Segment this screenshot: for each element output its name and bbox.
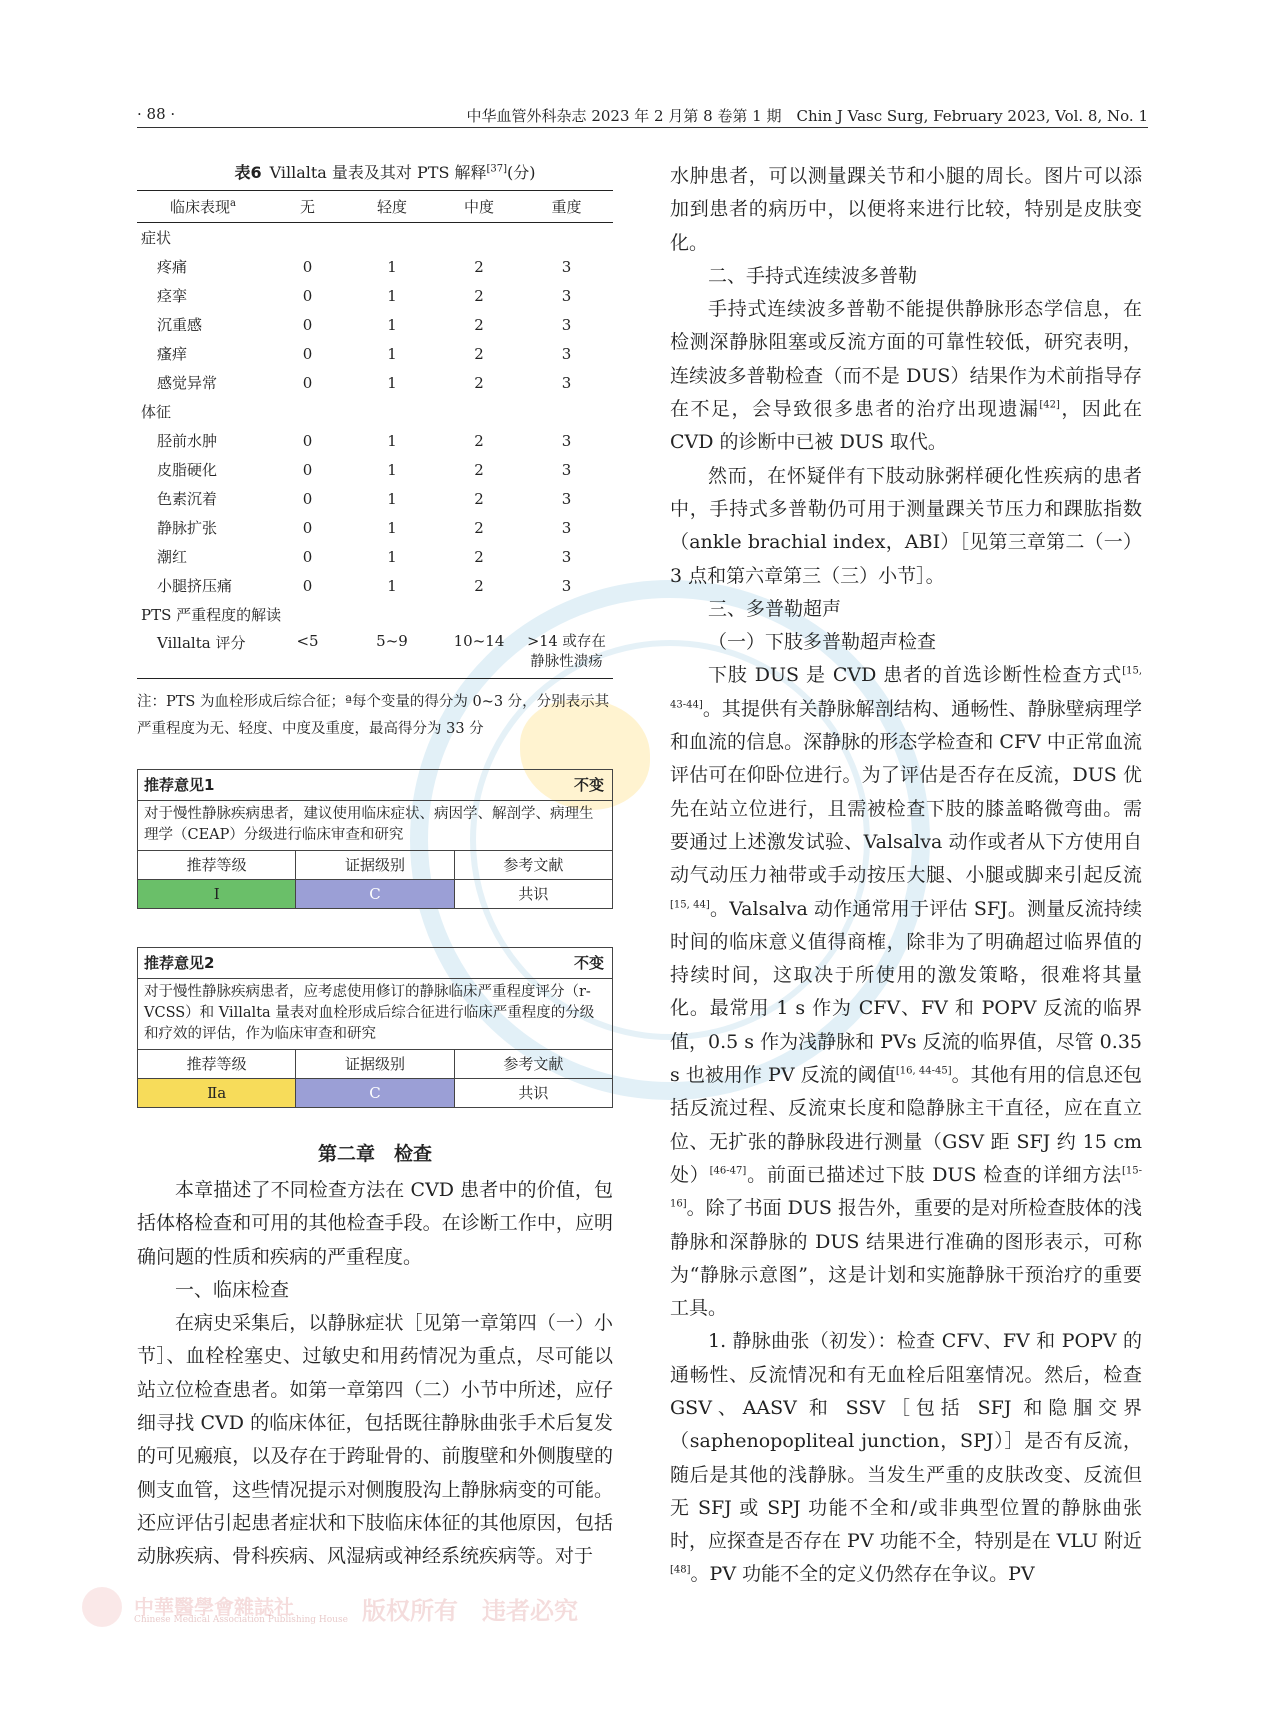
- citation: [46-47]: [709, 1165, 747, 1177]
- score-cell: 3: [561, 518, 572, 537]
- publisher-name: 中華醫學會雜誌社: [134, 1595, 294, 1619]
- citation: [42]: [1039, 399, 1060, 411]
- refs-cell: 共识: [518, 1084, 549, 1102]
- score-cell: 10~14: [438, 629, 520, 679]
- table-unit: (分): [507, 163, 536, 182]
- score-cell: 2: [474, 373, 484, 392]
- evidence-header: 证据级别: [296, 1050, 454, 1078]
- score-cell: 3: [561, 257, 572, 276]
- score-cell: 1: [387, 257, 397, 276]
- paragraph: 在病史采集后，以静脉症状［见第一章第四（一）小节］、血栓栓塞史、过敏史和用药情况为重点，尽可能以站立位检查患者。如第一章第四（二）小节中所述，应仔细寻找 CVD 的临床体征，包括既往静脉曲张手术后复发的可见瘢痕，以及存在于跨耻骨的、前腹壁和外侧腹壁的侧支血管，这些情况提示对侧腹股沟上静脉病变的可能。还应评估引起患者症状和下肢临床体征的其他原因，包括动脉疾病、骨科疾病、风湿病或神经系统疾病等。对于: [137, 1312, 613, 1568]
- score-cell: 2: [474, 286, 484, 305]
- row-label: 静脉扩张: [157, 519, 218, 537]
- table-caption: [157, 160, 613, 186]
- score-cell: 2: [474, 460, 484, 479]
- score-cell: 2: [474, 431, 484, 450]
- table-row: [137, 571, 613, 600]
- table-row: [137, 368, 613, 397]
- grade-cell: Ⅱa: [138, 1079, 296, 1107]
- score-cell: 1: [387, 460, 397, 479]
- table-row: [137, 542, 613, 571]
- score-cell: 0: [302, 431, 313, 450]
- score-cell: 2: [474, 315, 484, 334]
- table-row: [137, 484, 613, 513]
- score-cell: 0: [302, 518, 313, 537]
- refs-cell: 共识: [518, 885, 549, 903]
- score-cell: 2: [474, 518, 484, 537]
- recommendation-1: [137, 769, 613, 909]
- paragraph: 1. 静脉曲张（初发）：检查 CFV、FV 和 POPV 的通畅性、反流情况和有无血栓后阻塞情况。然后，检查 GSV、AASV 和 SSV［包括 SFJ 和隐腘交界（saphenopopliteal junction，SPJ）］是否有反流，随后是其他的浅静脉。当发生严重的皮肤改变、反流但无 SFJ 或 SPJ 功能不全和/或非典型位置的静脉曲张时，应探查是否存在 PV 功能不全，特别是在 VLU 附近[48]。PV 功能不全的定义仍然存在争议。PV: [670, 1330, 1142, 1586]
- score-cell: 0: [302, 315, 313, 334]
- rec-text: 对于慢性静脉疾病患者，建议使用临床症状、病因学、解剖学、病理生理学（CEAP）分级进行临床审查和研究: [138, 801, 612, 851]
- row-label: 痉挛: [157, 287, 188, 305]
- citation: [16, 44-45]: [895, 1065, 952, 1077]
- row-label: 感觉异常: [157, 374, 218, 392]
- score-cell: 3: [561, 489, 572, 508]
- paragraph: 手持式连续波多普勒不能提供静脉形态学信息，在检测深静脉阻塞或反流方面的可靠性较低，研究表明，连续波多普勒检查（而不是 DUS）结果作为术前指导存在不足，会导致很多患者的治疗出现遗漏[42]，因此在 CVD 的诊断中已被 DUS 取代。: [670, 298, 1142, 454]
- table-title: Villalta 量表及其对 PTS 解释: [269, 163, 487, 182]
- score-cell: 0: [302, 257, 313, 276]
- evidence-cell: C: [296, 880, 454, 908]
- section-signs: 体征: [141, 403, 172, 421]
- table-ref: [37]: [486, 163, 508, 175]
- table-row: [137, 339, 613, 368]
- subsection-heading: （一）下肢多普勒超声检查: [708, 631, 937, 654]
- rec-grid-headers: [138, 851, 612, 880]
- villalta-table: [137, 190, 613, 679]
- rec-grid-headers: [138, 1050, 612, 1079]
- table-row: [137, 600, 613, 629]
- score-cell: 0: [302, 373, 313, 392]
- score-cell: 3: [561, 373, 572, 392]
- score-cell: 5~9: [346, 629, 438, 679]
- grade-header: 推荐等级: [138, 1050, 296, 1078]
- score-cell: 2: [474, 344, 484, 363]
- score-cell: 3: [561, 431, 572, 450]
- right-column: [670, 160, 1142, 1592]
- row-label: 沉重感: [157, 316, 203, 334]
- table-body: [137, 223, 613, 679]
- row-label: 胫前水肿: [157, 432, 218, 450]
- journal-info: 中华血管外科杂志 2023 年 2 月第 8 卷第 1 期 Chin J Vasc Surg, February 2023, Vol. 8, No. 1: [466, 107, 1148, 125]
- score-cell: 1: [387, 576, 397, 595]
- chapter-title: 第二章 检查: [317, 1143, 432, 1165]
- row-label: 潮红: [157, 548, 188, 566]
- row-label: 色素沉着: [157, 490, 218, 508]
- score-cell: 0: [302, 344, 313, 363]
- left-body: [137, 1174, 613, 1574]
- row-label: 疼痛: [157, 258, 188, 276]
- recommendation-2: [137, 947, 613, 1108]
- table-header-row: [137, 191, 613, 223]
- refs-header: 参考文献: [503, 856, 564, 874]
- col-header: 临床表现$^a$: [137, 191, 269, 223]
- rec-title: 推荐意见1: [144, 776, 215, 794]
- rec-header: [138, 770, 612, 801]
- rec-status: 不变: [573, 954, 604, 972]
- table-label: 表6: [234, 163, 262, 182]
- table-row: [137, 252, 613, 281]
- rec-text: 对于慢性静脉疾病患者，应考虑使用修订的静脉临床严重程度评分（r-VCSS）和 Villalta 量表对血栓形成后综合征进行临床严重程度的分级和疗效的评估，作为临床审查和研究: [138, 979, 612, 1050]
- row-label: Villalta 评分: [137, 629, 269, 679]
- paragraph: 下肢 DUS 是 CVD 患者的首选诊断性检查方式[15, 43-44]。其提供有关静脉解剖结构、通畅性、静脉壁病理学和血流的信息。深静脉的形态学检查和 CFV 中正常血流评估可在仰卧位进行。为了评估是否存在反流，DUS 优先在站立位进行，且需被检查下肢的膝盖略微弯曲。需要通过上述激发试验、Valsalva 动作或者从下方使用自动气动压力袖带或手动按压大腿、小腿或脚来引起反流[15, 44]。Valsalva 动作通常用于评估 SFJ。测量反流持续时间的临床意义值得商榷，除非为了明确超过临界值的持续时间，这取决于所使用的激发策略，很难将其量化。最常用 1 s 作为 CFV、FV 和 POPV 反流的临界值，0.5 s 作为浅静脉和 PVs 反流的临界值，尽管 0.35 s 也被用作 PV 反流的阈值[16, 44-45]。其他有用的信息还包括反流过程、反流束长度和隐静脉主干直径，应在直立位、无扩张的静脉段进行测量（GSV 距 SFJ 约 15 cm 处）[46-47]。前面已描述过下肢 DUS 检查的详细方法[15-16]。除了书面 DUS 报告外，重要的是对所检查肢体的浅静脉和深静脉的 DUS 结果进行准确的图形表示，可称为“静脉示意图”，这是计划和实施静脉干预治疗的重要工具。: [670, 664, 1143, 1320]
- score-cell: 1: [387, 518, 397, 537]
- citation: [15, 44]: [670, 899, 710, 911]
- citation: [48]: [670, 1565, 691, 1577]
- refs-header: 参考文献: [503, 1055, 564, 1073]
- score-cell: 3: [561, 576, 572, 595]
- table-note: 注：PTS 为血栓形成后综合征；ª每个变量的得分为 0~3 分，分别表示其严重程度为无、轻度、中度及重度，最高得分为 33 分: [137, 694, 610, 737]
- score-cell: 1: [387, 315, 397, 334]
- section-heading: 三、多普勒超声: [708, 597, 842, 620]
- citation: [15, 43-44]: [670, 666, 1142, 711]
- paragraph: 然而，在怀疑伴有下肢动脉粥样硬化性疾病的患者中，手持式多普勒仍可用于测量踝关节压力和踝肱指数（ankle brachial index，ABI）［见第三章第二（一）3 点和第六章第三（三）小节］。: [670, 464, 1142, 587]
- rec-title: 推荐意见2: [144, 954, 215, 972]
- rec-status: 不变: [573, 776, 604, 794]
- score-cell: 1: [387, 489, 397, 508]
- section-interpretation: PTS 严重程度的解读: [141, 606, 282, 624]
- col-header: 轻度: [346, 191, 438, 223]
- score-cell: 1: [387, 344, 397, 363]
- table-row: [137, 513, 613, 542]
- score-cell: 0: [302, 576, 313, 595]
- score-cell: 3: [561, 547, 572, 566]
- score-cell: 2: [474, 257, 484, 276]
- score-cell: 3: [561, 460, 572, 479]
- row-label: 小腿挤压痛: [157, 577, 233, 595]
- table-row: [137, 310, 613, 339]
- row-label: 瘙痒: [157, 345, 188, 363]
- score-cell: 1: [387, 286, 397, 305]
- copyright-notice: 版权所有 违者必究: [362, 1596, 578, 1625]
- rec-grid-values: [138, 1079, 612, 1107]
- score-cell: 2: [474, 576, 484, 595]
- table-row: [137, 629, 613, 679]
- rec-grid-values: [138, 880, 612, 908]
- score-cell: 1: [387, 547, 397, 566]
- score-cell: 0: [302, 460, 313, 479]
- left-column: [137, 160, 613, 1574]
- evidence-header: 证据级别: [296, 851, 454, 879]
- row-label: 皮脂硬化: [157, 461, 218, 479]
- evidence-cell: C: [296, 1079, 454, 1107]
- score-cell: 3: [561, 315, 572, 334]
- score-cell: 2: [474, 489, 484, 508]
- rec-header: [138, 948, 612, 979]
- score-cell: 0: [302, 547, 313, 566]
- col-header: 无: [269, 191, 346, 223]
- score-cell: 2: [474, 547, 484, 566]
- running-header: [137, 103, 1148, 128]
- section-heading: 二、手持式连续波多普勒: [708, 264, 918, 287]
- table-row: [137, 426, 613, 455]
- table-row: [137, 455, 613, 484]
- score-cell: 0: [302, 286, 313, 305]
- score-cell: 1: [387, 373, 397, 392]
- score-cell: <5: [269, 629, 346, 679]
- paragraph: 本章描述了不同检查方法在 CVD 患者中的价值，包括体格检查和可用的其他检查手段。在诊断工作中，应明确问题的性质和疾病的严重程度。: [137, 1179, 613, 1268]
- grade-header: 推荐等级: [138, 851, 296, 879]
- citation: [15-16]: [670, 1165, 1142, 1210]
- score-cell: 0: [302, 489, 313, 508]
- section-heading: 一、临床检查: [175, 1278, 290, 1301]
- col-header: 中度: [438, 191, 520, 223]
- publisher-name-en: Chinese Medical Association Publishing House: [134, 1615, 348, 1625]
- publisher-watermark: [82, 1587, 602, 1623]
- page-number: · 88 ·: [137, 105, 176, 123]
- section-symptoms: 症状: [141, 229, 172, 247]
- grade-cell: I: [138, 880, 296, 908]
- publisher-logo-icon: [82, 1587, 122, 1627]
- score-cell: 3: [561, 286, 572, 305]
- score-cell: >14 或存在静脉性溃疡: [520, 629, 613, 679]
- table-row: [137, 397, 613, 426]
- col-header: 重度: [520, 191, 613, 223]
- paragraph: 水肿患者，可以测量踝关节和小腿的周长。图片可以添加到患者的病历中，以便将来进行比较，特别是皮肤变化。: [670, 165, 1142, 254]
- score-cell: 1: [387, 431, 397, 450]
- score-cell: 3: [561, 344, 572, 363]
- table-row: [137, 281, 613, 310]
